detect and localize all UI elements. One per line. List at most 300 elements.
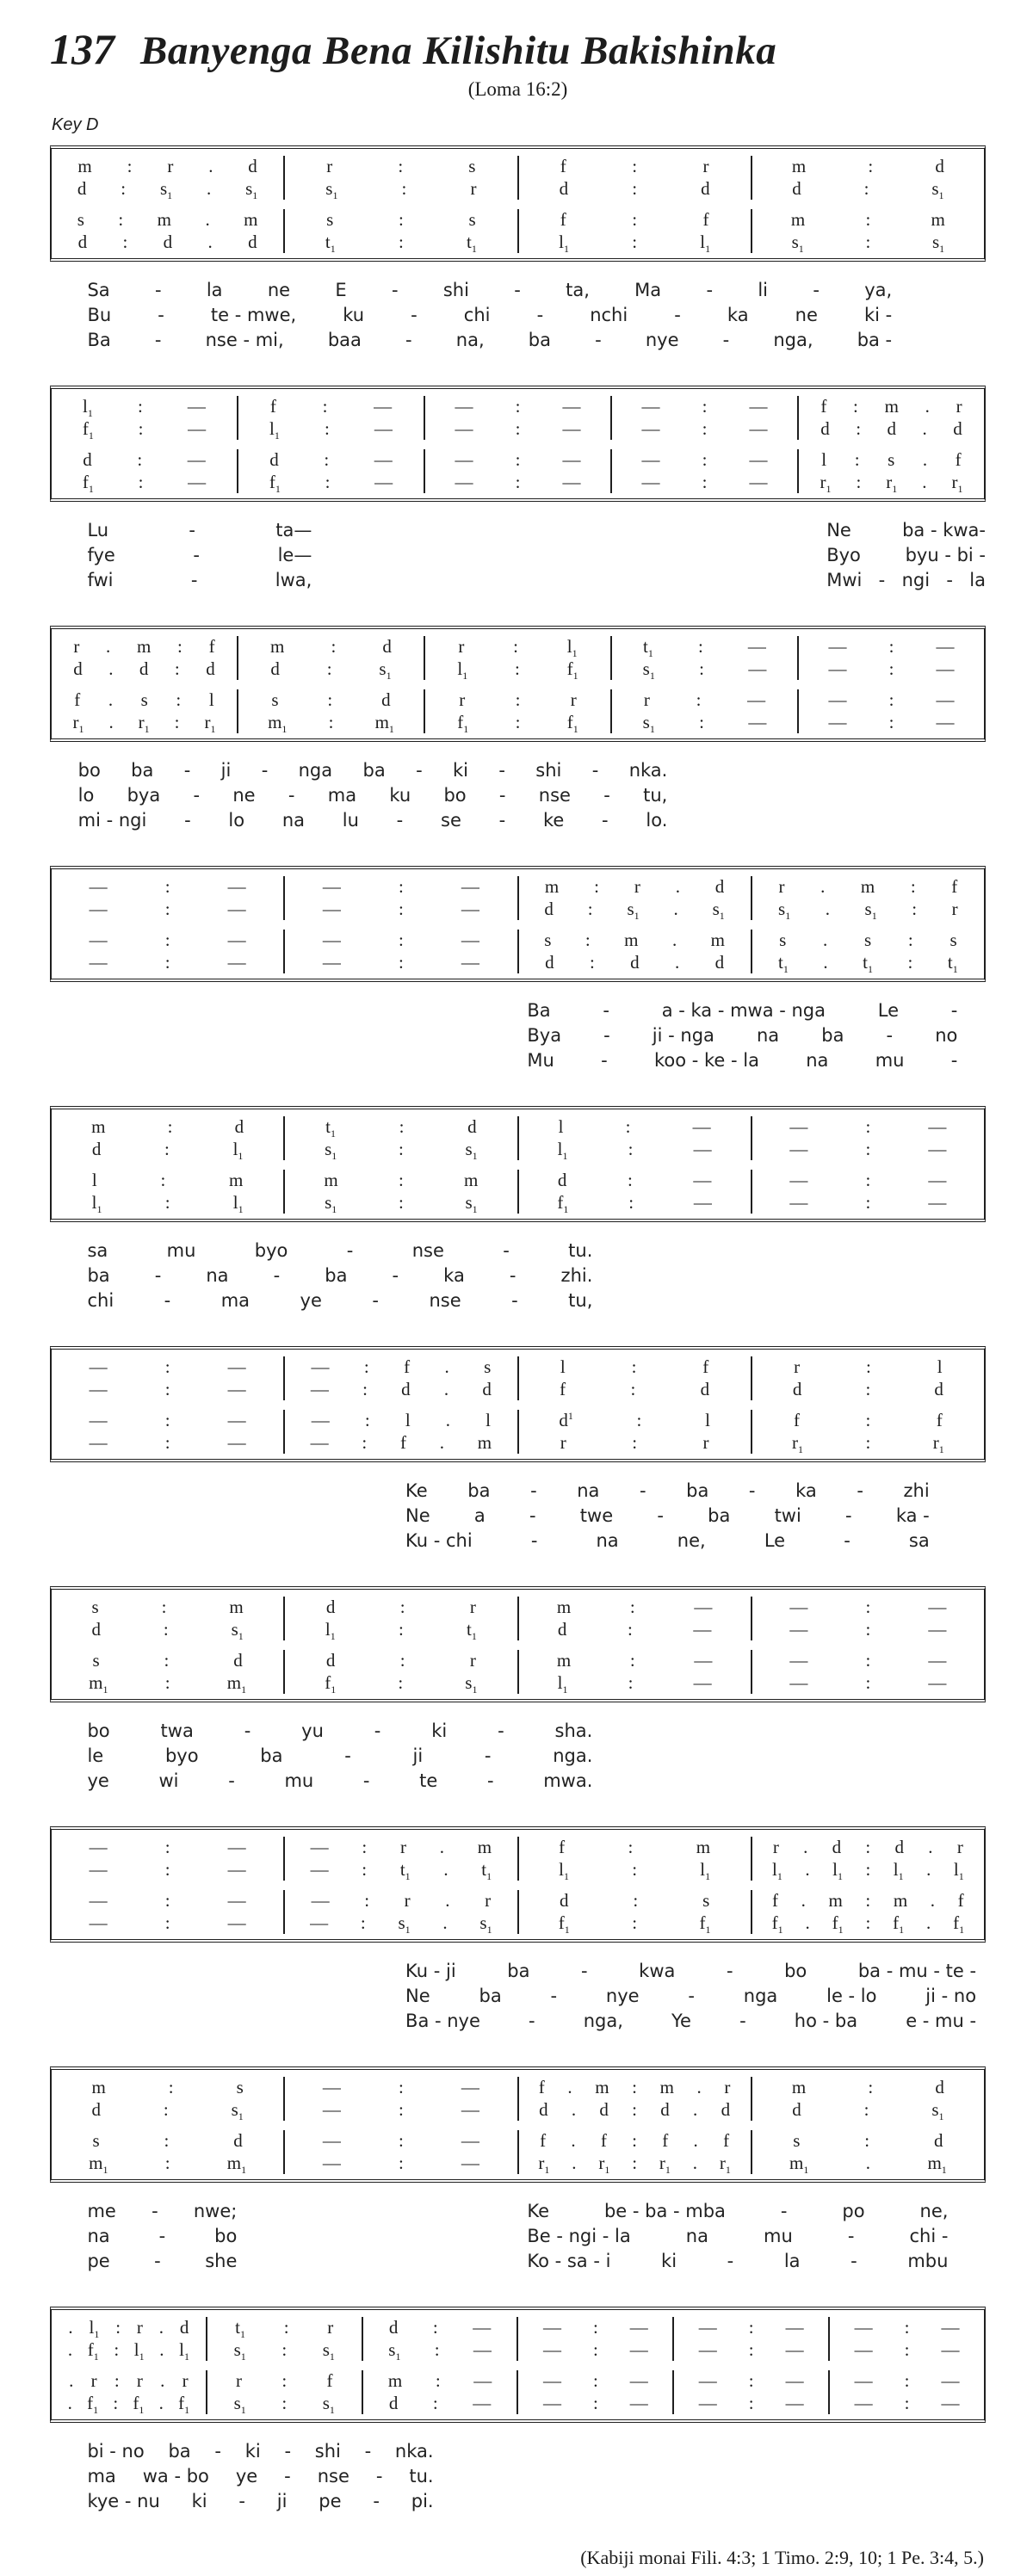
solfa-token: $r_1$	[72, 712, 84, 736]
voice-cell	[761, 1410, 975, 1431]
solfa-token: :	[629, 1597, 635, 1617]
voice-cell	[761, 1672, 975, 1694]
solfa-token: :	[865, 1837, 871, 1857]
solfa-token: .	[108, 689, 114, 710]
lyric-segment	[78, 785, 668, 806]
solfa-token: $r_1$	[886, 472, 898, 496]
solfa-token: —	[542, 2370, 561, 2391]
lyric-syllable: -	[284, 2466, 291, 2486]
lyric-line	[50, 1720, 986, 1745]
lyric-syllable: a	[473, 1505, 486, 1526]
solfa-token: $r_1$	[138, 712, 150, 736]
solfa-token: $f_1$	[557, 1192, 569, 1216]
voice-cell	[527, 2317, 664, 2338]
solfa-token: m	[91, 1116, 106, 1137]
lyric-syllable: -	[152, 2201, 158, 2221]
solfa-token: —	[310, 1912, 329, 1933]
lyric-syllable: ba - kwa-	[902, 520, 986, 541]
voice-cell	[60, 209, 275, 231]
voice-cell	[60, 712, 228, 736]
solfa-token: f	[74, 689, 81, 710]
solfa-token: l	[405, 1410, 411, 1430]
solfa-token: :	[434, 2339, 440, 2360]
solfa-token: —	[629, 2339, 648, 2360]
key-signature: Key D	[52, 115, 99, 134]
solfa-token: —	[789, 1170, 808, 1190]
solfa-token: r	[702, 1432, 709, 1453]
solfa-token: $l_1$	[133, 2339, 145, 2363]
voice-cell	[60, 2153, 275, 2177]
solfa-token: f	[702, 1356, 709, 1377]
solfa-token: :	[632, 232, 638, 252]
solfa-token: $s_1$	[931, 2099, 944, 2123]
notation-measure	[283, 876, 516, 920]
solfa-token: :	[865, 1170, 871, 1190]
solfa-token: —	[828, 658, 847, 679]
solfa-token: .	[823, 952, 828, 973]
solfa-token: —	[89, 1859, 108, 1880]
solfa-token: :	[138, 418, 144, 439]
solfa-token: —	[789, 1672, 808, 1693]
solfa-token: r	[634, 876, 640, 897]
stave	[52, 1650, 984, 1694]
solfa-token: d	[557, 1170, 567, 1190]
solfa-token: :	[364, 1410, 370, 1430]
solfa-token: l	[486, 1410, 491, 1430]
lyric-syllable: sha.	[554, 1720, 593, 1741]
solfa-token: $f_1$	[953, 1912, 965, 1937]
lyric-segment	[87, 1240, 592, 1261]
voice-cell	[761, 1192, 975, 1214]
solfa-token: d	[179, 2317, 189, 2338]
lyric-syllable: -	[189, 520, 195, 541]
solfa-token: $f_1$	[566, 658, 578, 683]
solfa-token: d	[820, 418, 830, 439]
solfa-token: :	[137, 396, 143, 417]
solfa-token: :	[398, 1170, 404, 1190]
solfa-token: .	[675, 876, 680, 897]
solfa-token: —	[374, 396, 393, 417]
lyric-syllable: Byo	[826, 545, 861, 565]
lyric-syllable: -	[498, 785, 506, 806]
solfa-token: l	[558, 1116, 564, 1137]
solfa-token: d	[887, 418, 897, 439]
music-system	[50, 1826, 986, 2035]
voice-cell	[294, 2077, 508, 2098]
solfa-token: :	[398, 899, 404, 919]
solfa-token: $s_1$	[325, 1192, 337, 1216]
lyric-syllable: ba	[479, 1986, 502, 2006]
notation-measure	[517, 156, 751, 200]
stave	[52, 1597, 984, 1643]
solfa-token: :	[398, 156, 404, 176]
voice-cell	[60, 1859, 275, 1881]
solfa-token: —	[641, 449, 660, 470]
solfa-token: d	[467, 1116, 477, 1137]
voice-cell	[294, 1410, 508, 1431]
solfa-token: d	[935, 2077, 944, 2097]
lyric-segment	[87, 280, 892, 300]
solfa-token: .	[158, 2393, 164, 2413]
solfa-token: :	[865, 1116, 871, 1137]
notation-measure	[751, 1356, 984, 1400]
solfa-token: .	[696, 2077, 702, 2097]
solfa-token: .	[108, 712, 114, 732]
solfa-token: $t_1$	[467, 232, 477, 256]
solfa-token: —	[374, 449, 393, 470]
solfa-token: :	[888, 712, 894, 732]
solfa-token: m	[157, 209, 171, 230]
lyric-segment	[405, 1480, 930, 1501]
lyric-syllable: e - mu -	[906, 2011, 977, 2031]
lyric-syllable: nse	[538, 785, 571, 806]
solfa-token: $l_1$	[566, 636, 578, 660]
music-system	[50, 626, 986, 835]
solfa-token: —	[311, 1410, 330, 1430]
solfa-token: —	[749, 418, 768, 439]
lyric-syllable: Sa	[87, 280, 110, 300]
lyric-syllable: lo	[77, 785, 95, 806]
solfa-token: :	[865, 1619, 871, 1640]
solfa-token: $s_1$	[322, 2339, 335, 2363]
solfa-token: —	[89, 1432, 108, 1453]
lyric-syllable: -	[498, 1720, 504, 1741]
solfa-token: :	[398, 1619, 404, 1640]
solfa-token: :	[865, 1139, 871, 1159]
lyric-syllable: Bya	[527, 1025, 562, 1046]
lyric-syllable: -	[602, 810, 609, 831]
lyric-segment	[87, 1265, 592, 1286]
lyric-syllable: -	[601, 1050, 608, 1071]
solfa-token: $s_1$	[778, 899, 791, 923]
solfa-token: r	[182, 2370, 189, 2391]
solfa-token: —	[227, 952, 246, 973]
solfa-token: :	[164, 1837, 170, 1857]
lyric-syllable: kwa	[639, 1961, 676, 1981]
solfa-token: .	[825, 899, 830, 919]
solfa-token: $l_1$	[232, 1192, 244, 1216]
solfa-token: —	[311, 1890, 330, 1911]
lyric-syllable: ba	[87, 1265, 110, 1286]
lyric-syllable: -	[154, 1265, 162, 1286]
lyric-syllable: lwa,	[275, 570, 312, 590]
solfa-token: m	[696, 1837, 711, 1857]
solfa-token: :	[399, 1650, 405, 1671]
lyric-segment	[78, 760, 668, 781]
notation-grid	[50, 1106, 986, 1222]
solfa-token: .	[439, 1432, 444, 1453]
lyric-syllable: -	[603, 785, 610, 806]
music-system	[50, 1106, 986, 1315]
notation-measure	[797, 449, 984, 496]
solfa-token: —	[941, 2317, 960, 2338]
lyric-syllable: kye - nu	[87, 2491, 160, 2511]
solfa-token: —	[322, 876, 341, 897]
lyric-syllable: Le	[764, 1530, 786, 1551]
solfa-token: —	[455, 449, 473, 470]
solfa-token: :	[904, 2393, 910, 2413]
solfa-token: —	[747, 689, 766, 710]
solfa-token: s	[468, 156, 476, 176]
solfa-token: —	[322, 930, 341, 950]
solfa-token: $t_1$	[325, 232, 336, 256]
solfa-token: m	[270, 636, 285, 657]
voice-cell	[294, 899, 508, 920]
solfa-token: .	[693, 2099, 698, 2120]
solfa-token: .	[206, 178, 212, 199]
solfa-token: .	[442, 1912, 448, 1933]
solfa-token: :	[513, 636, 518, 657]
solfa-token: $f_1$	[699, 1912, 711, 1937]
solfa-token: :	[592, 2393, 598, 2413]
voice-cell	[807, 636, 975, 658]
solfa-token: $l_1$	[772, 1859, 782, 1883]
lyric-line	[50, 1000, 986, 1025]
lyric-syllable: nga	[298, 760, 333, 781]
solfa-token: .	[445, 1890, 450, 1911]
solfa-token: $l_1$	[832, 1859, 843, 1883]
stave	[52, 2370, 984, 2417]
solfa-token: $s_1$	[465, 1192, 478, 1216]
solfa-token: :	[326, 658, 332, 679]
lyric-syllable: lu	[342, 810, 359, 831]
lyric-syllable: -	[154, 280, 162, 300]
solfa-token: :	[632, 178, 638, 199]
voice-cell	[838, 2393, 975, 2414]
solfa-token: :	[325, 472, 331, 492]
notation-measure	[52, 636, 237, 680]
solfa-token: $m_1$	[789, 2153, 809, 2177]
solfa-token: :	[628, 1139, 634, 1159]
solfa-token: r	[469, 1650, 476, 1671]
lyric-syllable: ka	[727, 305, 749, 325]
solfa-token: :	[632, 2130, 638, 2151]
lyric-segment	[527, 2226, 948, 2246]
solfa-token: :	[137, 449, 143, 470]
lyric-syllable: -	[228, 1770, 235, 1791]
solfa-token: s	[140, 689, 148, 710]
solfa-token: :	[865, 1890, 871, 1911]
solfa-token: :	[364, 1890, 370, 1911]
solfa-token: —	[311, 1356, 330, 1377]
lyric-syllable: -	[511, 1290, 518, 1311]
solfa-token: :	[362, 1837, 368, 1857]
voice-cell	[761, 1170, 975, 1191]
voice-cell	[247, 472, 415, 496]
solfa-token: :	[164, 1139, 170, 1159]
lyric-syllable: -	[158, 2226, 166, 2246]
voice-cell	[528, 1410, 742, 1431]
voice-cell	[60, 2370, 197, 2392]
solfa-token: :	[164, 1890, 170, 1911]
lyric-syllable: -	[284, 2441, 292, 2462]
solfa-token: d	[234, 1116, 244, 1137]
lyric-syllable: -	[190, 570, 198, 590]
solfa-token: —	[698, 2370, 717, 2391]
solfa-token: :	[398, 1139, 404, 1159]
notation-measure	[52, 396, 237, 440]
lyric-syllable: ji	[276, 2491, 288, 2511]
lyric-segment	[405, 2011, 976, 2031]
solfa-token: :	[632, 1859, 638, 1880]
solfa-token: —	[310, 1837, 329, 1857]
lyric-syllable: ta,	[566, 280, 590, 300]
voice-cell	[528, 952, 742, 973]
solfa-token: :	[398, 1672, 404, 1693]
voice-cell	[294, 1890, 508, 1912]
voice-cell	[528, 1170, 742, 1191]
lyric-syllable: ki	[191, 2491, 207, 2511]
solfa-token: —	[227, 1410, 246, 1430]
voice-cell	[247, 636, 415, 658]
voice-cell	[683, 2339, 820, 2361]
lyrics-block	[50, 1720, 986, 1795]
solfa-token: —	[455, 472, 473, 492]
lyric-syllable: Mu	[527, 1050, 554, 1071]
solfa-token: .	[572, 2153, 577, 2173]
solfa-token: —	[692, 1116, 711, 1137]
solfa-token: —	[941, 2393, 960, 2413]
solfa-token: :	[628, 1192, 634, 1213]
lyric-syllable: nse	[411, 1240, 444, 1261]
lyric-syllable: Ma	[634, 280, 662, 300]
lyric-syllable: -	[603, 1000, 609, 1021]
solfa-token: :	[177, 636, 182, 657]
notation-measure	[751, 156, 984, 200]
hymn-number: 137	[50, 25, 114, 73]
solfa-token: .	[68, 2317, 73, 2338]
solfa-token: m	[790, 209, 806, 230]
solfa-token: :	[627, 1170, 633, 1190]
lyric-syllable: bo	[784, 1961, 807, 1981]
solfa-token: $f_1$	[82, 418, 94, 442]
solfa-token: d	[660, 2099, 670, 2120]
notation-measure	[52, 689, 237, 736]
solfa-token: .	[930, 1890, 936, 1911]
lyric-syllable: -	[706, 280, 714, 300]
lyric-syllable: -	[946, 570, 953, 590]
voice-cell	[761, 1597, 975, 1618]
solfa-token: :	[164, 876, 170, 897]
lyric-syllable: se	[441, 810, 461, 831]
solfa-token: —	[542, 2393, 561, 2413]
solfa-token: f	[600, 2130, 607, 2151]
solfa-token: d	[630, 952, 640, 973]
lyric-line	[50, 1290, 986, 1315]
solfa-token: $s_1$	[931, 232, 945, 256]
solfa-token: —	[227, 1837, 246, 1857]
solfa-token: r	[469, 1597, 476, 1617]
solfa-token: —	[227, 930, 246, 950]
solfa-token: :	[863, 178, 869, 199]
solfa-token: .	[803, 1837, 808, 1857]
lyric-syllable: -	[364, 2441, 372, 2462]
solfa-token: s	[888, 449, 895, 470]
solfa-token: —	[461, 2153, 479, 2173]
solfa-token: —	[785, 2393, 804, 2413]
lyrics-block	[50, 280, 986, 355]
lyric-syllable: mu	[284, 1770, 314, 1791]
voice-cell	[294, 876, 508, 898]
voice-cell	[761, 1619, 975, 1640]
lyric-syllable: na	[596, 1530, 619, 1551]
solfa-token: .	[108, 658, 114, 679]
solfa-token: $s_1$	[791, 232, 804, 256]
solfa-token: .	[805, 1859, 810, 1880]
lyric-syllable: -	[344, 1745, 351, 1766]
solfa-token: :	[432, 2393, 438, 2413]
solfa-token: $l_1$	[893, 1859, 904, 1883]
solfa-token: r	[136, 2317, 143, 2338]
voice-cell	[294, 2130, 508, 2152]
solfa-token: —	[461, 2099, 479, 2120]
solfa-token: —	[188, 472, 207, 492]
lyric-syllable: -	[688, 1986, 695, 2006]
solfa-token: .	[106, 636, 111, 657]
solfa-token: —	[785, 2339, 804, 2360]
solfa-token: :	[138, 472, 144, 492]
voice-cell	[621, 689, 789, 711]
solfa-token: $s_1$	[479, 1912, 492, 1937]
lyric-syllable: ne	[232, 785, 256, 806]
solfa-token: —	[322, 2099, 341, 2120]
solfa-token: s	[91, 1597, 99, 1617]
solfa-token: d	[792, 2099, 801, 2120]
lyric-syllable: -	[416, 760, 423, 781]
solfa-token: d	[714, 876, 725, 897]
lyric-segment	[527, 1050, 957, 1071]
solfa-token: f	[662, 2130, 669, 2151]
lyric-line	[50, 520, 986, 545]
solfa-token: f	[560, 1379, 566, 1399]
lyric-syllable: Lu	[87, 520, 109, 541]
solfa-token: —	[461, 930, 479, 950]
voice-cell	[60, 156, 275, 177]
lyric-syllable: nga,	[583, 2011, 623, 2031]
notation-measure	[517, 2077, 751, 2121]
solfa-token: —	[473, 2339, 492, 2360]
solfa-token: —	[749, 396, 768, 417]
voice-cell	[621, 396, 789, 417]
solfa-token: —	[473, 2393, 492, 2413]
voice-cell	[761, 1650, 975, 1671]
lyric-segment	[78, 810, 668, 831]
solfa-token: —	[227, 1432, 246, 1453]
solfa-token: —	[187, 396, 206, 417]
solfa-token: d	[233, 1650, 243, 1671]
lyric-syllable: nse	[429, 1290, 461, 1311]
lyric-syllable: tu,	[643, 785, 668, 806]
solfa-token: :	[360, 1912, 366, 1933]
solfa-token: :	[632, 209, 638, 230]
voice-cell	[60, 2077, 275, 2098]
solfa-token: :	[163, 2099, 169, 2120]
solfa-token: $s_1$	[159, 178, 173, 202]
notation-measure	[52, 209, 283, 253]
lyric-syllable: -	[722, 330, 730, 350]
solfa-token: :	[630, 1379, 636, 1399]
notation-measure	[52, 1890, 283, 1934]
lyric-syllable: bi - no	[87, 2441, 145, 2462]
lyric-syllable: E	[335, 280, 347, 300]
lyric-syllable: ba	[168, 2441, 191, 2462]
lyric-syllable: -	[498, 810, 506, 831]
lyric-syllable: ba	[325, 1265, 348, 1286]
voice-cell	[761, 876, 975, 898]
solfa-token: $f_1$	[558, 1912, 570, 1937]
solfa-token: d	[270, 658, 280, 679]
solfa-token: —	[629, 2393, 648, 2413]
